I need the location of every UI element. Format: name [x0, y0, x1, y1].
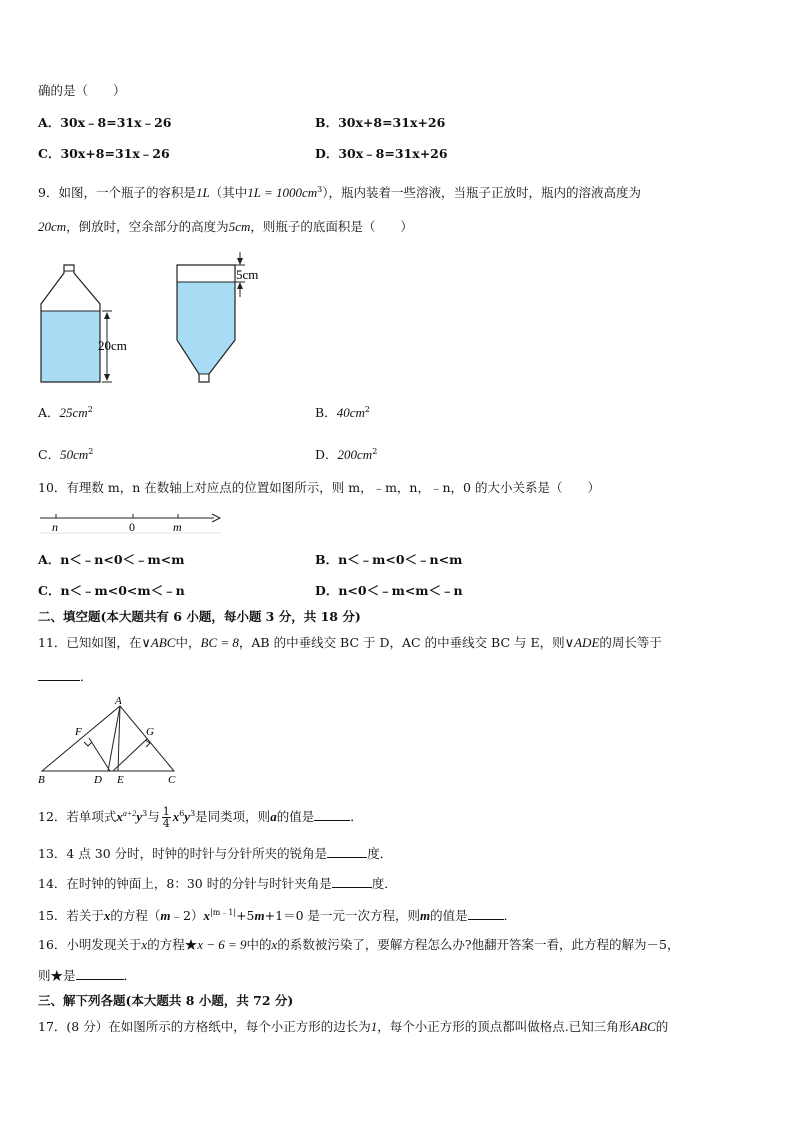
section-2-heading: 二、填空题(本大题共有 6 小题，每小题 3 分，共 18 分)	[38, 609, 361, 624]
q12-stem: 12．若单项式$x^{a+2}y^3$与 $\frac{1}{4}$ $x^6y^3$是同类项，则a的值是 ．	[38, 805, 363, 831]
q13-blank	[327, 845, 367, 858]
axis-label-zero: 0	[129, 520, 135, 534]
axis-label-m: m	[173, 520, 182, 534]
fraction-one-quarter: $\frac{1}{4}$	[162, 805, 170, 831]
q11-stem: 11．已知如图，在∨ABC中，BC = 8，AB 的中垂线交 BC 于 D，AC 的中垂线交 BC 与 E，则∨ADE的周长等于	[38, 635, 662, 650]
q17-stem: 17．(8 分）在如图所示的方格纸中，每个小正方形的边长为1，每个小正方形的顶点都叫做格点.已知三角形ABC的	[38, 1019, 669, 1034]
q14-blank	[332, 875, 372, 888]
q9-stem-line2: 20cm，倒放时，空余部分的高度为5cm，则瓶子的底面积是（ ）	[38, 219, 413, 234]
q9-stem-line1: 9．如图，一个瓶子的容积是1L（其中$1L = 1000cm^3$），瓶内装着一些溶液，当瓶子正放时，瓶内的溶液高度为	[38, 185, 642, 201]
q11-answer-line: ．	[38, 668, 93, 685]
label-5cm: 5cm	[236, 267, 259, 282]
fig-label-c: C	[168, 774, 176, 786]
q10-stem: 10．有理数 m，n 在数轴上对应点的位置如图所示，则 m，﹣m，n，﹣n，0 的大小关系是（ ）	[38, 480, 600, 495]
q12-blank	[314, 808, 350, 821]
fig-label-e: E	[117, 774, 124, 786]
fig-label-a: A	[115, 695, 122, 707]
q16-blank	[76, 967, 124, 980]
q8-stem-tail: 确的是（ ）	[38, 83, 126, 98]
q13-stem: 13．4 点 30 分时，时钟的时针与分针所夹的锐角是 度．	[38, 846, 393, 861]
q15-stem: 15．若关于x的方程$(m﹣2)x^{|m﹣1|}+5m+1=0$ 是一元一次方程，则m的值是 ．	[38, 908, 517, 924]
triangle-abc	[42, 706, 174, 771]
section-3-heading: 三、解下列各题(本大题共 8 小题，共 72 分)	[38, 993, 294, 1008]
q10-option-d: D．n<0＜﹣m<m＜﹣n	[315, 583, 463, 598]
q8-option-d: D．30x﹣8=31x+26	[315, 146, 448, 161]
q14-stem: 14．在时钟的钟面上，8：30 时的分针与时针夹角是 度．	[38, 876, 397, 891]
q16-stem-line2: 则★是 ．	[38, 968, 137, 983]
q15-blank	[468, 907, 504, 920]
q8-option-a: A．30x﹣8=31x﹣26	[38, 115, 172, 130]
q9-option-a: A．$25cm^2$	[38, 405, 93, 421]
q10-option-a: A．n＜﹣n<0＜﹣m<m	[38, 552, 185, 567]
fig-label-g: G	[146, 726, 154, 738]
axis-label-n: n	[52, 520, 58, 534]
q8-option-b: B．30x+8=31x+26	[315, 115, 446, 130]
fig-label-d: D	[94, 774, 102, 786]
q9-option-c: C．$50cm^2$	[38, 447, 94, 463]
q9-option-d: D．$200cm^2$	[315, 447, 378, 463]
q9-option-b: B．$40cm^2$	[315, 405, 370, 421]
q8-option-c: C．30x+8=31x﹣26	[38, 146, 170, 161]
fig-label-b: B	[38, 774, 45, 786]
q10-option-b: B．n＜﹣m<0＜﹣n<m	[315, 552, 463, 567]
q10-option-c: C．n＜﹣m<0<m＜﹣n	[38, 583, 185, 598]
q16-stem-line1: 16．小明发现关于x的方程★x − 6 = 9中的x的系数被污染了，要解方程怎么办?他翻开答案一看，此方程的解为－5，	[38, 937, 680, 952]
label-20cm: 20cm	[98, 338, 127, 353]
fig-label-f: F	[75, 726, 82, 738]
